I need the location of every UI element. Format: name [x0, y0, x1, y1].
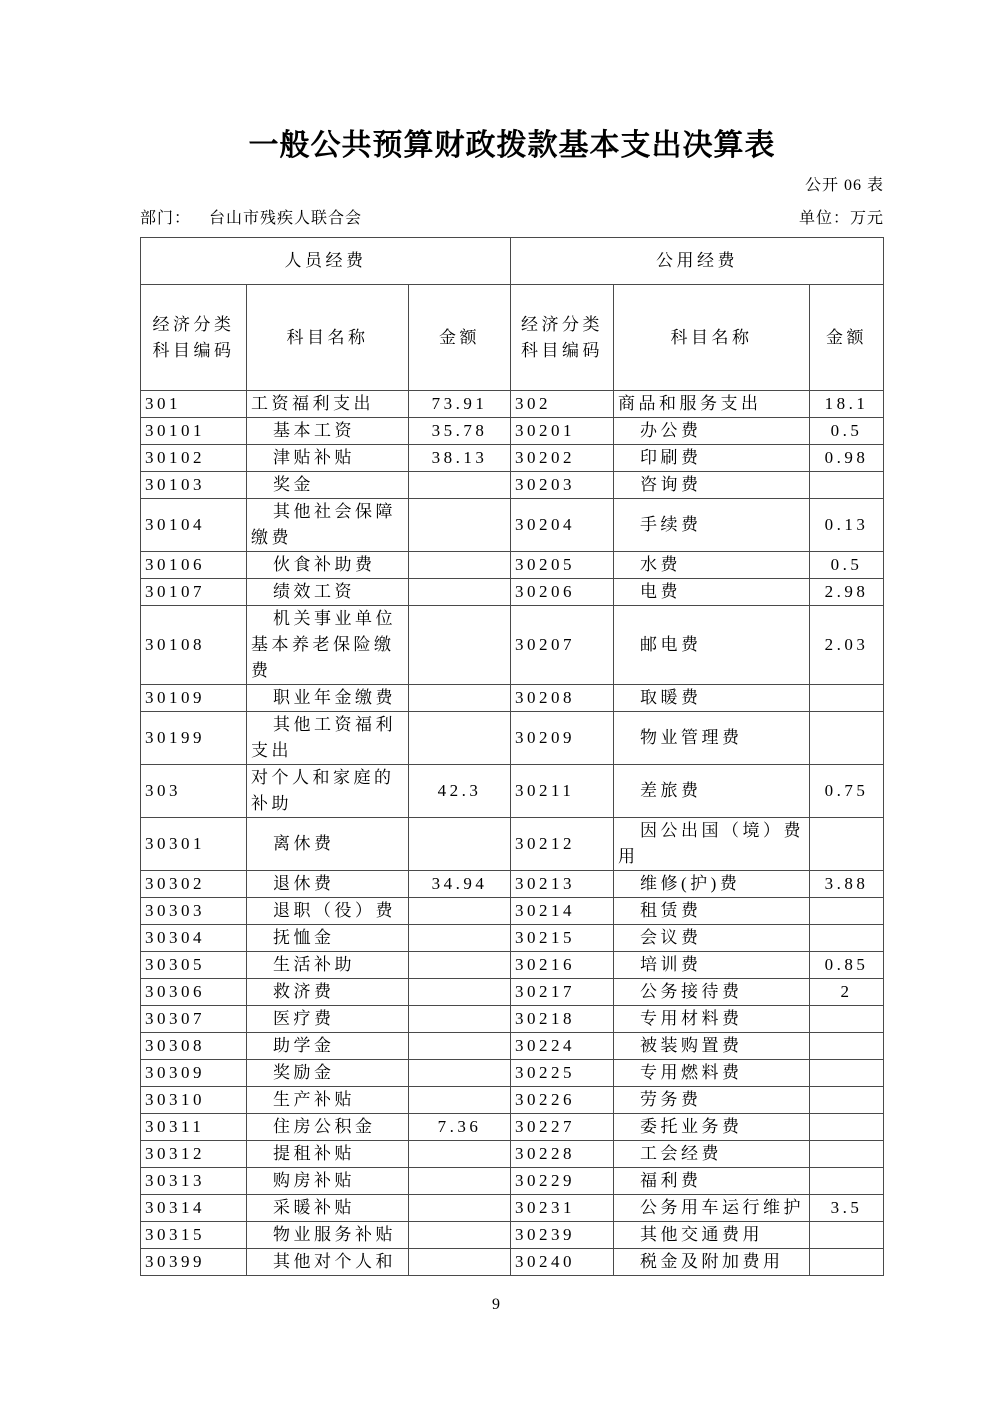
left-name-cell: 退休费: [247, 871, 409, 898]
right-name-cell: 水费: [614, 552, 810, 579]
table-row: [141, 1114, 884, 1141]
table-row: [141, 952, 884, 979]
right-name-cell: 因公出国（境）费用: [614, 818, 810, 871]
left-code-cell: 303: [141, 765, 247, 818]
right-amount-cell: 0.85: [810, 952, 884, 979]
right-name-cell: 印刷费: [614, 445, 810, 472]
right-amount-cell: [810, 1114, 884, 1141]
left-amount-cell: [409, 499, 511, 552]
right-name-cell: 公务用车运行维护: [614, 1195, 810, 1222]
table-row: [141, 1249, 884, 1276]
right-code-cell: 30218: [511, 1006, 614, 1033]
column-header-right-name: 科目名称: [614, 285, 810, 391]
left-name-cell: 其他工资福利支出: [247, 712, 409, 765]
right-code-cell: 30215: [511, 925, 614, 952]
right-amount-cell: 0.5: [810, 552, 884, 579]
left-code-cell: 30310: [141, 1087, 247, 1114]
right-amount-cell: [810, 1033, 884, 1060]
right-code-cell: 30240: [511, 1249, 614, 1276]
group-header-public: 公用经费: [511, 238, 884, 285]
table-row: [141, 1033, 884, 1060]
left-amount-cell: 7.36: [409, 1114, 511, 1141]
left-code-cell: 30101: [141, 418, 247, 445]
left-name-cell: 住房公积金: [247, 1114, 409, 1141]
left-code-cell: 30108: [141, 606, 247, 685]
right-amount-cell: 0.13: [810, 499, 884, 552]
department-label: 部门：: [140, 210, 192, 227]
table-row: [141, 712, 884, 765]
left-name-cell: 助学金: [247, 1033, 409, 1060]
left-amount-cell: [409, 898, 511, 925]
left-code-cell: 30311: [141, 1114, 247, 1141]
left-amount-cell: [409, 1033, 511, 1060]
left-amount-cell: 73.91: [409, 391, 511, 418]
left-amount-cell: [409, 579, 511, 606]
left-name-cell: 奖金: [247, 472, 409, 499]
left-code-cell: 30306: [141, 979, 247, 1006]
department-value: 台山市残疾人联合会: [209, 210, 363, 227]
form-number-note: 公开 06 表: [804, 177, 884, 194]
right-code-cell: 30206: [511, 579, 614, 606]
right-name-cell: 被装购置费: [614, 1033, 810, 1060]
table-row: [141, 1087, 884, 1114]
right-name-cell: 咨询费: [614, 472, 810, 499]
right-code-cell: 30225: [511, 1060, 614, 1087]
left-amount-cell: 34.94: [409, 871, 511, 898]
left-code-cell: 30109: [141, 685, 247, 712]
table-row: [141, 685, 884, 712]
page-number: 9: [492, 1296, 500, 1313]
right-amount-cell: [810, 472, 884, 499]
right-code-cell: 30231: [511, 1195, 614, 1222]
left-amount-cell: [409, 1087, 511, 1114]
right-name-cell: 工会经费: [614, 1141, 810, 1168]
column-header-right-amount: 金额: [810, 285, 884, 391]
left-code-cell: 30199: [141, 712, 247, 765]
right-name-cell: 委托业务费: [614, 1114, 810, 1141]
left-name-cell: 绩效工资: [247, 579, 409, 606]
left-name-cell: 生产补贴: [247, 1087, 409, 1114]
left-name-cell: 工资福利支出: [247, 391, 409, 418]
table-row: [141, 445, 884, 472]
table-row: [141, 606, 884, 685]
left-amount-cell: [409, 552, 511, 579]
right-amount-cell: 3.88: [810, 871, 884, 898]
left-amount-cell: 35.78: [409, 418, 511, 445]
right-name-cell: 商品和服务支出: [614, 391, 810, 418]
right-code-cell: 30213: [511, 871, 614, 898]
right-name-cell: 会议费: [614, 925, 810, 952]
table-meta-row: [140, 208, 884, 229]
column-header-left-code: 经济分类科目编码: [141, 285, 247, 391]
right-amount-cell: [810, 1060, 884, 1087]
right-amount-cell: [810, 925, 884, 952]
left-amount-cell: [409, 952, 511, 979]
column-header-left-amount: 金额: [409, 285, 511, 391]
right-code-cell: 30201: [511, 418, 614, 445]
table-row: [141, 1141, 884, 1168]
left-name-cell: 离休费: [247, 818, 409, 871]
right-code-cell: 30217: [511, 979, 614, 1006]
right-amount-cell: 2.03: [810, 606, 884, 685]
left-name-cell: 购房补贴: [247, 1168, 409, 1195]
right-code-cell: 30204: [511, 499, 614, 552]
right-name-cell: 劳务费: [614, 1087, 810, 1114]
right-name-cell: 差旅费: [614, 765, 810, 818]
left-name-cell: 奖励金: [247, 1060, 409, 1087]
left-amount-cell: [409, 712, 511, 765]
right-amount-cell: [810, 1168, 884, 1195]
table-row: [141, 871, 884, 898]
table-row: [141, 472, 884, 499]
left-code-cell: 30106: [141, 552, 247, 579]
table-row: [141, 579, 884, 606]
right-name-cell: 其他交通费用: [614, 1222, 810, 1249]
right-code-cell: 30203: [511, 472, 614, 499]
right-amount-cell: [810, 818, 884, 871]
left-code-cell: 30104: [141, 499, 247, 552]
left-amount-cell: [409, 1195, 511, 1222]
left-amount-cell: [409, 472, 511, 499]
unit-note: 单位：万元: [798, 210, 884, 227]
left-amount-cell: [409, 925, 511, 952]
table-row: [141, 1168, 884, 1195]
left-name-cell: 伙食补助费: [247, 552, 409, 579]
left-amount-cell: 38.13: [409, 445, 511, 472]
left-code-cell: 30103: [141, 472, 247, 499]
right-code-cell: 30208: [511, 685, 614, 712]
left-code-cell: 30304: [141, 925, 247, 952]
left-amount-cell: 42.3: [409, 765, 511, 818]
left-amount-cell: [409, 1141, 511, 1168]
right-code-cell: 302: [511, 391, 614, 418]
right-amount-cell: [810, 1222, 884, 1249]
right-amount-cell: [810, 1249, 884, 1276]
left-code-cell: 30308: [141, 1033, 247, 1060]
left-amount-cell: [409, 979, 511, 1006]
left-name-cell: 其他社会保障缴费: [247, 499, 409, 552]
left-name-cell: 津贴补贴: [247, 445, 409, 472]
right-name-cell: 办公费: [614, 418, 810, 445]
column-header-right-code: 经济分类科目编码: [511, 285, 614, 391]
table-row: [141, 979, 884, 1006]
table-row: [141, 1195, 884, 1222]
table-row: [141, 765, 884, 818]
right-amount-cell: 2: [810, 979, 884, 1006]
right-code-cell: 30214: [511, 898, 614, 925]
right-name-cell: 电费: [614, 579, 810, 606]
right-amount-cell: [810, 685, 884, 712]
table-body: [141, 391, 884, 1276]
left-code-cell: 30307: [141, 1006, 247, 1033]
right-code-cell: 30211: [511, 765, 614, 818]
budget-table: [140, 237, 884, 1276]
table-row: [141, 1006, 884, 1033]
left-amount-cell: [409, 1006, 511, 1033]
right-code-cell: 30228: [511, 1141, 614, 1168]
left-amount-cell: [409, 1222, 511, 1249]
left-name-cell: 机关事业单位基本养老保险缴费: [247, 606, 409, 685]
table-row: [141, 418, 884, 445]
right-code-cell: 30207: [511, 606, 614, 685]
right-name-cell: 专用材料费: [614, 1006, 810, 1033]
column-header-row: [141, 285, 884, 391]
right-name-cell: 租赁费: [614, 898, 810, 925]
right-amount-cell: 18.1: [810, 391, 884, 418]
right-code-cell: 30239: [511, 1222, 614, 1249]
left-code-cell: 30315: [141, 1222, 247, 1249]
left-name-cell: 采暖补贴: [247, 1195, 409, 1222]
table-row: [141, 818, 884, 871]
left-name-cell: 生活补助: [247, 952, 409, 979]
left-amount-cell: [409, 685, 511, 712]
table-row: [141, 1222, 884, 1249]
left-code-cell: 30303: [141, 898, 247, 925]
right-code-cell: 30224: [511, 1033, 614, 1060]
page-title: 一般公共预算财政拨款基本支出决算表: [248, 129, 776, 162]
left-amount-cell: [409, 818, 511, 871]
left-name-cell: 提租补贴: [247, 1141, 409, 1168]
right-amount-cell: [810, 712, 884, 765]
left-name-cell: 医疗费: [247, 1006, 409, 1033]
right-code-cell: 30227: [511, 1114, 614, 1141]
table-row: [141, 898, 884, 925]
right-amount-cell: 3.5: [810, 1195, 884, 1222]
right-code-cell: 30212: [511, 818, 614, 871]
right-code-cell: 30205: [511, 552, 614, 579]
left-code-cell: 30309: [141, 1060, 247, 1087]
right-name-cell: 培训费: [614, 952, 810, 979]
right-code-cell: 30226: [511, 1087, 614, 1114]
left-name-cell: 救济费: [247, 979, 409, 1006]
right-name-cell: 邮电费: [614, 606, 810, 685]
left-amount-cell: [409, 1249, 511, 1276]
right-code-cell: 30229: [511, 1168, 614, 1195]
left-name-cell: 抚恤金: [247, 925, 409, 952]
left-name-cell: 对个人和家庭的补助: [247, 765, 409, 818]
right-amount-cell: 2.98: [810, 579, 884, 606]
right-amount-cell: [810, 1141, 884, 1168]
left-code-cell: 30102: [141, 445, 247, 472]
left-name-cell: 退职（役）费: [247, 898, 409, 925]
left-code-cell: 30301: [141, 818, 247, 871]
right-amount-cell: 0.98: [810, 445, 884, 472]
table-row: [141, 1060, 884, 1087]
left-name-cell: 基本工资: [247, 418, 409, 445]
right-amount-cell: [810, 1087, 884, 1114]
right-name-cell: 手续费: [614, 499, 810, 552]
right-code-cell: 30216: [511, 952, 614, 979]
right-name-cell: 物业管理费: [614, 712, 810, 765]
left-code-cell: 30313: [141, 1168, 247, 1195]
table-row: [141, 925, 884, 952]
left-code-cell: 30314: [141, 1195, 247, 1222]
left-code-cell: 30302: [141, 871, 247, 898]
right-amount-cell: [810, 1006, 884, 1033]
right-amount-cell: 0.75: [810, 765, 884, 818]
left-amount-cell: [409, 606, 511, 685]
left-code-cell: 30312: [141, 1141, 247, 1168]
table-row: [141, 391, 884, 418]
department-line: [140, 208, 362, 229]
left-name-cell: 职业年金缴费: [247, 685, 409, 712]
right-name-cell: 福利费: [614, 1168, 810, 1195]
left-name-cell: 物业服务补贴: [247, 1222, 409, 1249]
left-code-cell: 30305: [141, 952, 247, 979]
right-name-cell: 维修(护)费: [614, 871, 810, 898]
column-header-left-name: 科目名称: [247, 285, 409, 391]
left-amount-cell: [409, 1168, 511, 1195]
table-row: [141, 499, 884, 552]
right-name-cell: 取暖费: [614, 685, 810, 712]
left-code-cell: 301: [141, 391, 247, 418]
right-name-cell: 专用燃料费: [614, 1060, 810, 1087]
right-code-cell: 30202: [511, 445, 614, 472]
left-amount-cell: [409, 1060, 511, 1087]
table-row: [141, 552, 884, 579]
left-name-cell: 其他对个人和: [247, 1249, 409, 1276]
right-name-cell: 公务接待费: [614, 979, 810, 1006]
right-name-cell: 税金及附加费用: [614, 1249, 810, 1276]
right-amount-cell: [810, 898, 884, 925]
right-amount-cell: 0.5: [810, 418, 884, 445]
group-header-personnel: 人员经费: [141, 238, 511, 285]
left-code-cell: 30399: [141, 1249, 247, 1276]
right-code-cell: 30209: [511, 712, 614, 765]
left-code-cell: 30107: [141, 579, 247, 606]
group-header-row: [141, 238, 884, 285]
